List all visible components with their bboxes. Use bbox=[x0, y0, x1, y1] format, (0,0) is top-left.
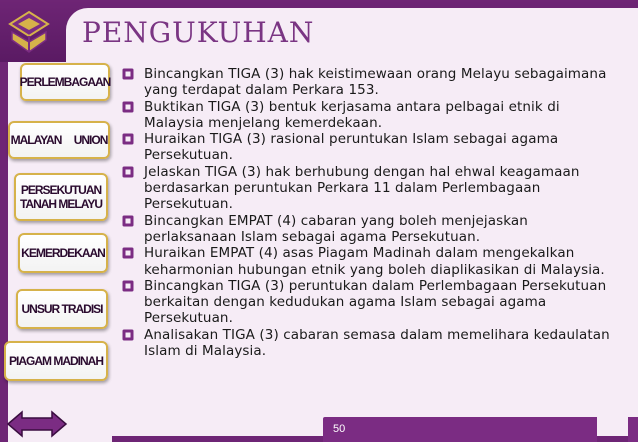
sidebar-item-label: TANAH MELAYU bbox=[19, 197, 102, 211]
sidebar-item-malayan-union[interactable] bbox=[8, 121, 110, 159]
bullet-content bbox=[122, 66, 622, 359]
sidebar-item-kemerdekaan[interactable] bbox=[18, 233, 108, 273]
list-item: Huraikan TIGA (3) rasional peruntukan Islam sebagai agama Persekutuan. bbox=[122, 131, 622, 164]
sidebar-item-label: UNSUR TRADISI bbox=[21, 302, 103, 316]
checkbox-bullet-icon bbox=[122, 215, 134, 227]
university-logo-icon bbox=[6, 10, 52, 56]
list-item: Bincangkan TIGA (3) peruntukan dalam Perlembagaan Persekutuan berkaitan dengan kedudukan agama Islam sebagai agama Persekutuan. bbox=[122, 278, 622, 327]
left-column-band bbox=[0, 62, 8, 442]
list-item: Bincangkan EMPAT (4) cabaran yang boleh menjejaskan perlaksanaan Islam sebagai agama Persekutuan. bbox=[122, 213, 622, 246]
sidebar-item-persekutuan-tanah-melayu[interactable] bbox=[14, 173, 108, 221]
list-item: Buktikan TIGA (3) bentuk kerjasama antara pelbagai etnik di Malaysia menjelang kemerdekaan. bbox=[122, 99, 622, 132]
bullet-list bbox=[122, 66, 622, 359]
sidebar-item-label: PIAGAM MADINAH bbox=[9, 354, 103, 368]
page-number: 50 bbox=[333, 423, 346, 435]
list-item: Huraikan EMPAT (4) asas Piagam Madinah dalam mengekalkan keharmonian hubungan etnik yang boleh diaplikasikan di Malaysia. bbox=[122, 245, 622, 278]
list-item: Analisakan TIGA (3) cabaran semasa dalam memelihara kedaulatan Islam di Malaysia. bbox=[122, 327, 622, 360]
list-item: Bincangkan TIGA (3) hak keistimewaan orang Melayu sebagaimana yang terdapat dalam Perkara 153. bbox=[122, 66, 622, 99]
sidebar-item-unsur-tradisi[interactable] bbox=[16, 289, 108, 329]
sidebar-item-label: PERLEMBAGAAN bbox=[19, 75, 111, 89]
checkbox-bullet-icon bbox=[122, 280, 134, 292]
sidebar-item-label: PERSEKUTUAN bbox=[20, 183, 102, 197]
list-item: Jelaskan TIGA (3) hak berhubung dengan hal ehwal keagamaan berdasarkan peruntukan Perkara 11 dalam Perlembagaan Persekutuan. bbox=[122, 164, 622, 213]
checkbox-bullet-icon bbox=[122, 247, 134, 259]
page-number-box bbox=[323, 417, 597, 442]
sidebar-item-perlembagaan[interactable] bbox=[20, 63, 110, 101]
checkbox-bullet-icon bbox=[122, 101, 134, 113]
sidebar-item-label: MALAYAN UNION bbox=[10, 133, 108, 147]
checkbox-bullet-icon bbox=[122, 133, 134, 145]
checkbox-bullet-icon bbox=[122, 68, 134, 80]
checkbox-bullet-icon bbox=[122, 166, 134, 178]
sidebar-item-label: KEMERDEKAAN bbox=[21, 246, 105, 260]
checkbox-bullet-icon bbox=[122, 329, 134, 341]
page-title: PENGUKUHAN bbox=[82, 16, 315, 49]
sidebar-item-piagam-madinah[interactable] bbox=[4, 341, 108, 381]
bottom-right-block bbox=[628, 417, 638, 442]
left-right-arrow-icon[interactable] bbox=[6, 410, 68, 438]
